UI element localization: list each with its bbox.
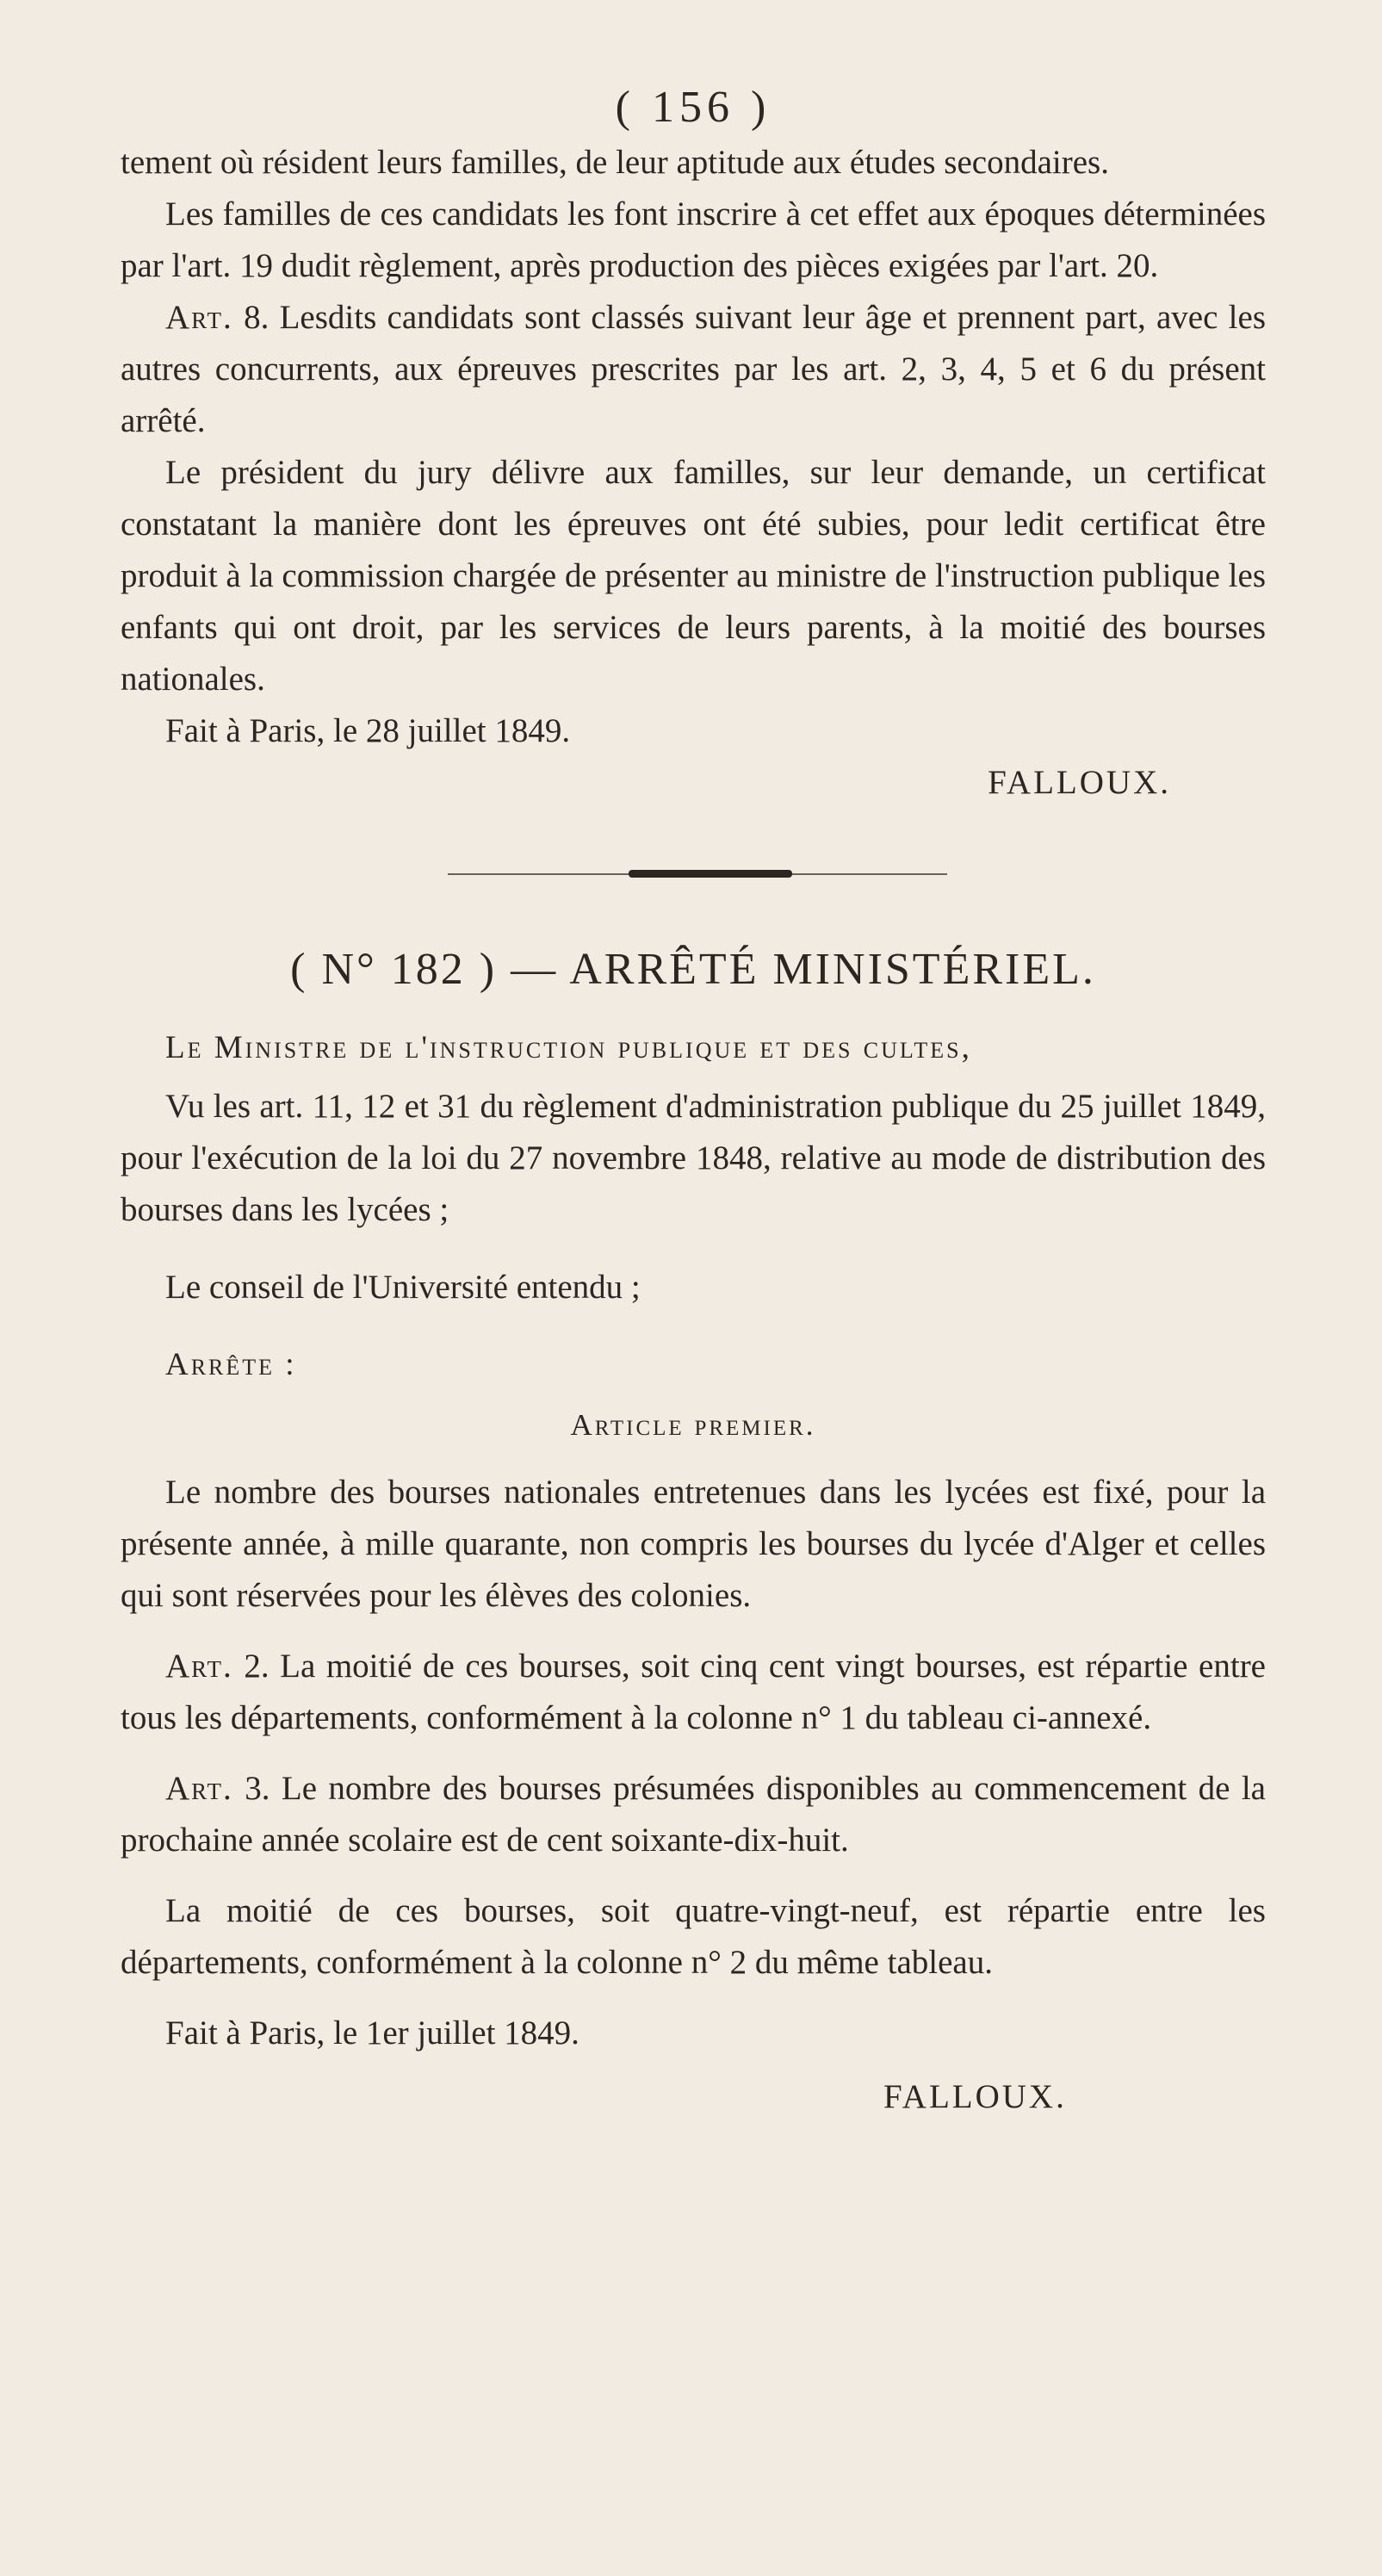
signature-1: FALLOUX. <box>988 764 1171 801</box>
article-label: Art. <box>165 1648 233 1685</box>
spacer <box>121 1313 1266 1339</box>
paragraph-continuation: tement où résident leurs familles, de leur aptitude aux études secondaires. <box>121 144 1109 181</box>
section-divider <box>121 857 1266 891</box>
paragraph-certificate: Le président du jury délivre aux familles, sur leur demande, un certificat constatant la manière dont les épreuves ont été subies, pour ledit certificat être produit à la commission chargée de présenter au ministre de l'instruction publique les enfants qui ont droit, par les services de leurs parents, à la moitié des bourses nationales. <box>121 454 1266 698</box>
arrete-heading: ( N° 182 ) — ARRÊTÉ MINISTÉRIEL. <box>290 945 1096 994</box>
paragraph-conseil: Le conseil de l'Université entendu ; <box>165 1269 641 1306</box>
article-label: Art. <box>165 1770 233 1807</box>
paragraph-nombre-bourses: Le nombre des bourses nationales entretenues dans les lycées est fixé, pour la présente année, à mille quarante, non compris les bourses du lycée d'Alger et celles qui sont réservées pour les élèves des colonies. <box>121 1474 1266 1614</box>
paragraph-moitie: La moitié de ces bourses, soit quatre-vingt-neuf, est répartie entre les départements, conformément à la colonne n° 2 du même tableau. <box>121 1892 1266 1981</box>
signature-2: FALLOUX. <box>883 2078 1067 2115</box>
paragraph-article-2 <box>121 1641 1266 1744</box>
paragraph-registration: Les familles de ces candidats les font inscrire à cet effet aux époques déterminées par l'art. 19 dudit règlement, après production des pièces exigées par l'art. 20. <box>121 196 1266 284</box>
article-label: Art. <box>165 299 233 336</box>
date-line-1: Fait à Paris, le 28 juillet 1849. <box>165 712 571 749</box>
date-line-2: Fait à Paris, le 1er juillet 1849. <box>165 2014 579 2051</box>
article-8-text: 8. Lesdits candidats sont classés suivant leur âge et prennent part, avec les autres concurrents, aux épreuves prescrites par les art. 2, 3, 4, 5 et 6 du présent arrêté. <box>121 299 1266 439</box>
article-3-text: 3. Le nombre des bourses présumées disponibles au commencement de la prochaine année scolaire est de cent soixante-dix-huit. <box>121 1770 1266 1859</box>
paragraph-article-3 <box>121 1763 1266 1866</box>
minister-title: Le Ministre de l'instruction publique et des cultes, <box>165 1030 972 1065</box>
article-2-text: 2. La moitié de ces bourses, soit cinq cent vingt bourses, est répartie entre tous les départements, conformément à la colonne n° 1 du tableau ci-annexé. <box>121 1648 1266 1736</box>
page-number: ( 156 ) <box>615 83 772 132</box>
arrete-label: Arrête : <box>165 1347 297 1382</box>
paragraph-vu: Vu les art. 11, 12 et 31 du règlement d'administration publique du 25 juillet 1849, pour l'exécution de la loi du 27 novembre 1848, relative au mode de distribution des bourses dans les lycées ; <box>121 1088 1266 1228</box>
document-page <box>121 82 1266 2562</box>
divider-thick-line <box>629 870 792 878</box>
article-premier-heading: Article premier. <box>570 1408 816 1442</box>
paragraph-article-8 <box>121 292 1266 447</box>
spacer <box>121 1236 1266 1262</box>
